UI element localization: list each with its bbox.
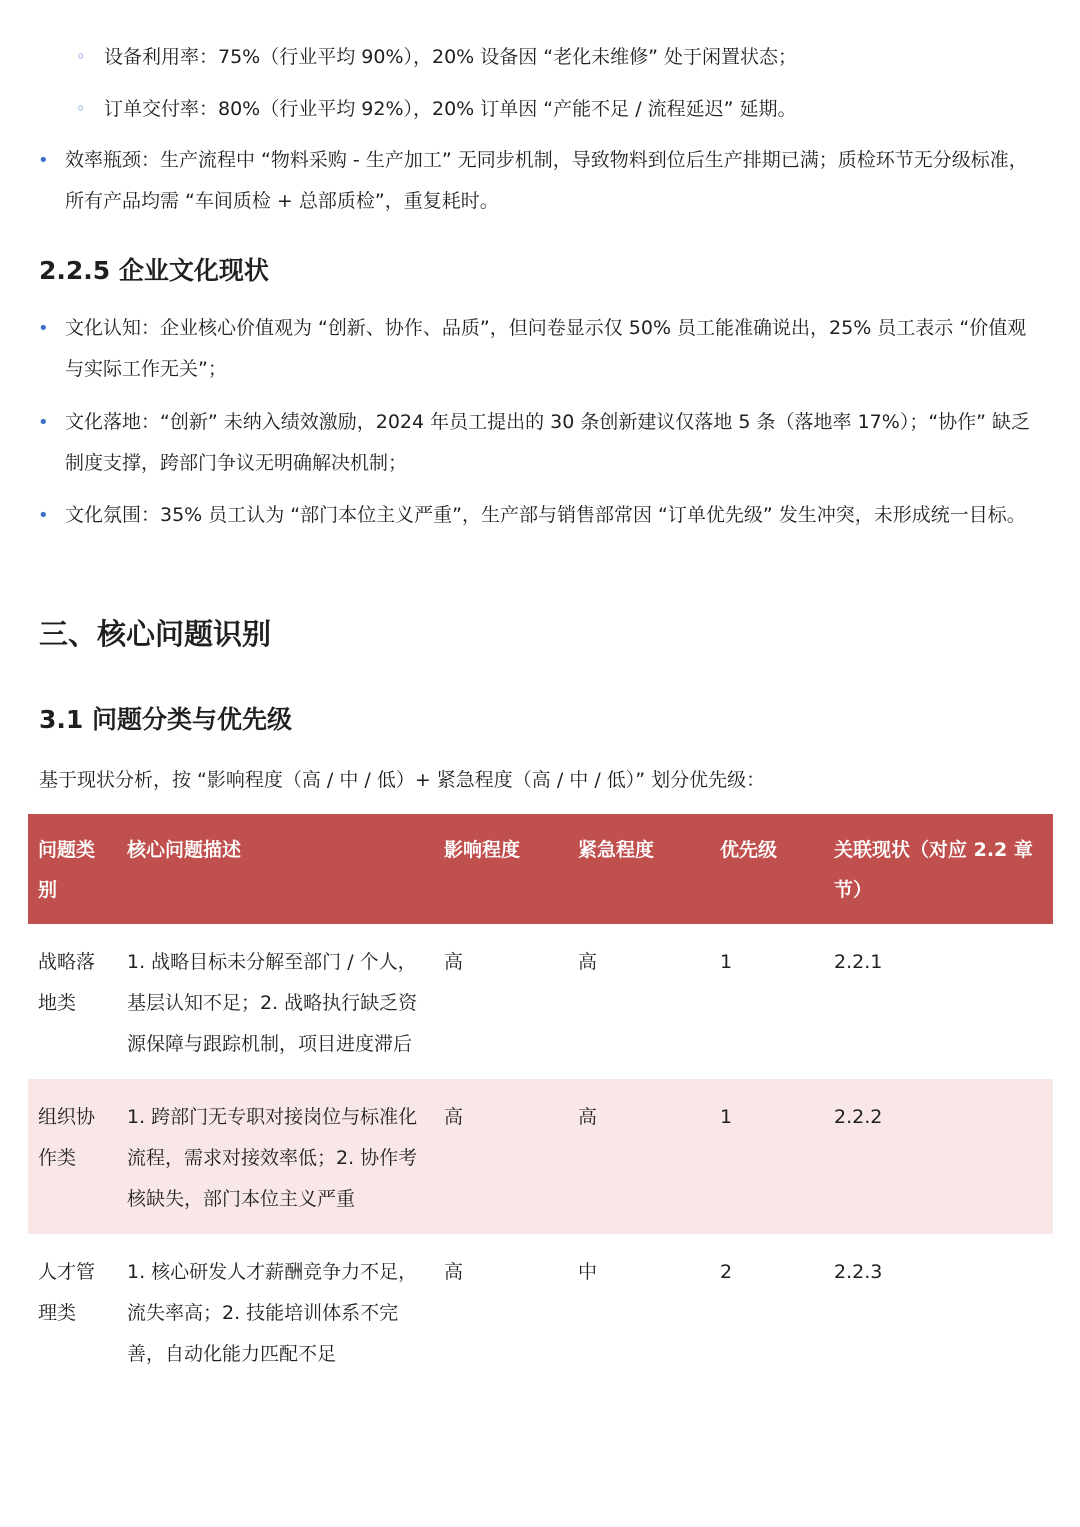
cell-related: 2.2.2	[824, 1079, 1053, 1234]
cell-category: 人才管理类	[38, 1261, 96, 1324]
sub-list-item	[76, 43, 1040, 71]
hollow-circle-bullet-icon: ◦	[76, 99, 86, 118]
sub-list-item-text: 设备利用率：75%（行业平均 90%），20% 设备因 “老化未维修” 处于闲置状态；	[104, 46, 798, 68]
table-header-row	[28, 814, 1053, 924]
header-impact: 影响程度	[434, 814, 568, 924]
cell-description: 1. 战略目标未分解至部门 / 个人，基层认知不足；2. 战略执行缺乏资源保障与跟踪机制，项目进度滞后	[127, 951, 418, 1055]
list-item-text: 效率瓶颈：生产流程中 “物料采购 - 生产加工” 无同步机制，导致物料到位后生产排期已满；质检环节无分级标准，所有产品均需 “车间质检 + 总部质检”，重复耗时。	[65, 149, 1028, 212]
cell-priority: 2	[720, 1261, 733, 1283]
cell-description: 1. 核心研发人才薪酬竞争力不足，流失率高；2. 技能培训体系不完善，自动化能力匹配不足	[127, 1261, 418, 1365]
bullet-dot-icon: •	[38, 505, 49, 526]
header-related: 关联现状（对应 2.2 章节）	[824, 814, 1053, 924]
section-heading: 3.1 问题分类与优先级	[39, 705, 292, 734]
list-item-text: 文化认知：企业核心价值观为 “创新、协作、品质”，但问卷显示仅 50% 员工能准确说出，25% 员工表示 “价值观与实际工作无关”；	[65, 317, 1027, 380]
list-item-text: 文化氛围：35% 员工认为 “部门本位主义严重”，生产部与销售部常因 “订单优先级” 发生冲突，未形成统一目标。	[65, 504, 1026, 526]
cell-impact: 高	[444, 951, 464, 973]
table-row	[28, 1079, 1053, 1234]
section-heading: 2.2.5 企业文化现状	[39, 256, 269, 285]
list-item-text: 文化落地：“创新” 未纳入绩效激励，2024 年员工提出的 30 条创新建议仅落地 5 条（落地率 17%）；“协作” 缺乏制度支撑，跨部门争议无明确解决机制；	[65, 411, 1031, 474]
chapter-heading: 三、核心问题识别	[39, 617, 272, 651]
header-priority: 优先级	[710, 814, 824, 924]
hollow-circle-bullet-icon: ◦	[76, 47, 86, 66]
cell-urgency: 高	[578, 951, 598, 973]
bullet-dot-icon: •	[38, 412, 49, 433]
bullet-dot-icon: •	[38, 318, 49, 339]
section-intro: 基于现状分析，按 “影响程度（高 / 中 / 低）+ 紧急程度（高 / 中 / 低）” 划分优先级：	[39, 769, 766, 791]
cell-urgency: 高	[568, 1079, 710, 1234]
bullet-dot-icon: •	[38, 150, 49, 171]
table-row	[28, 924, 1053, 1079]
header-urgency: 紧急程度	[568, 814, 710, 924]
list-item	[38, 308, 1040, 390]
cell-description: 1. 跨部门无专职对接岗位与标准化流程，需求对接效率低；2. 协作考核缺失，部门本位主义严重	[117, 1079, 434, 1234]
sub-list-item	[76, 95, 1040, 123]
cell-priority: 1	[720, 951, 733, 973]
cell-impact: 高	[444, 1261, 464, 1283]
list-item	[38, 495, 1040, 536]
cell-priority: 1	[710, 1079, 824, 1234]
priority-table	[28, 814, 1053, 1389]
header-description: 核心问题描述	[117, 814, 434, 924]
cell-related: 2.2.1	[834, 951, 883, 973]
cell-category: 战略落地类	[38, 951, 96, 1014]
sub-list-item-text: 订单交付率：80%（行业平均 92%），20% 订单因 “产能不足 / 流程延迟” 延期。	[104, 98, 797, 120]
cell-urgency: 中	[578, 1261, 598, 1283]
list-item	[38, 402, 1040, 484]
cell-impact: 高	[434, 1079, 568, 1234]
header-category: 问题类别	[28, 814, 117, 924]
list-item	[38, 140, 1040, 222]
table-row	[28, 1234, 1053, 1389]
cell-category: 组织协作类	[28, 1079, 117, 1234]
cell-related: 2.2.3	[834, 1261, 883, 1283]
